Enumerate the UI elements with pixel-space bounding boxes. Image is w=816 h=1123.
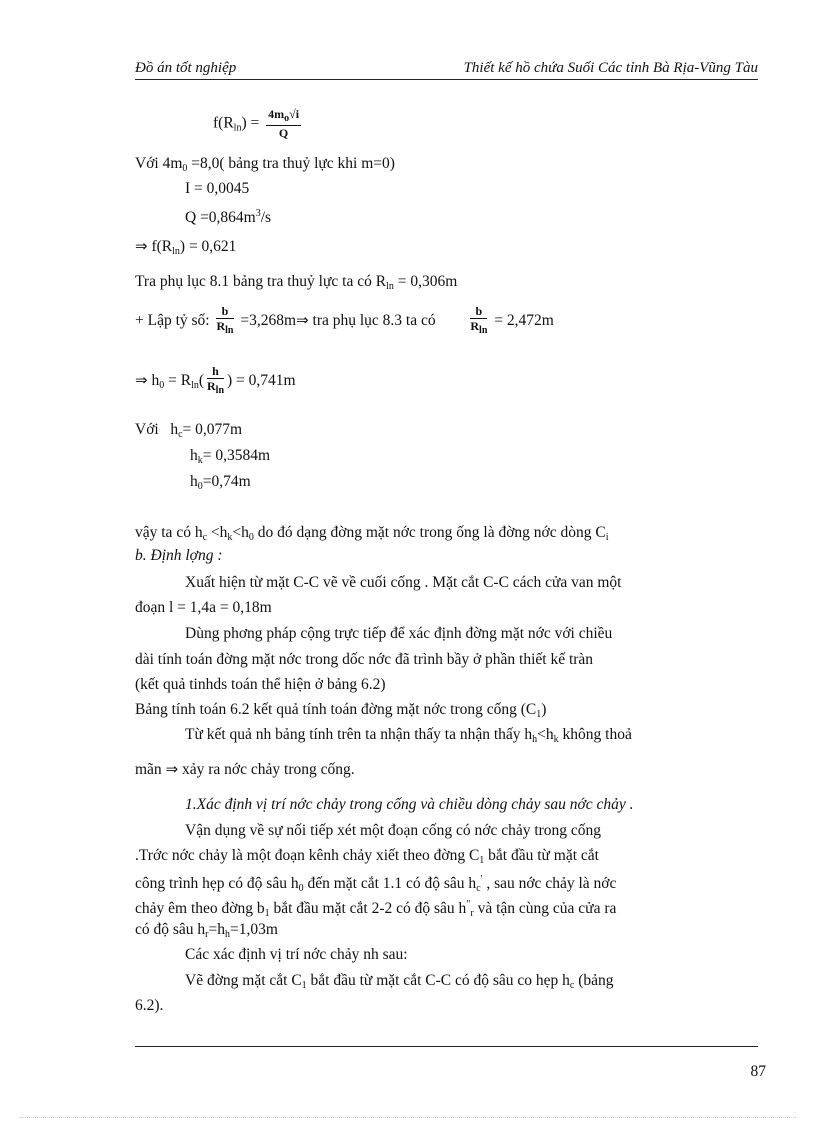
para-p19: 6.2). [135, 997, 164, 1014]
line-f-result: ⇒ $f(R_{ln}) = 0,621$ [135, 238, 237, 257]
formula-fraction: $\frac{4m_o√i}{Q}$ [268, 107, 300, 140]
para-conclusion: vậy ta có $h_c <h_k<h_0$ do đó dạng đờng mặt nớc trong ống là đờng nớc dòng $C_i$ [135, 524, 609, 543]
para-p5: Dùng phơng pháp cộng trực tiếp để xác định đờng mặt nớc với chiều [185, 625, 613, 642]
formula-f-rln: $f(R_{ln})$ = $\frac{4m_o√i}{Q}$ [213, 107, 300, 140]
line-ratio: + Lập tỷ số: $\frac{b}{R_{ln}}$ =3,268m⇒ tra phụ lục 8.3 ta có $\frac{b}{R_{ln}}$ = 2,472m [135, 304, 554, 336]
implies-icon: ⇒ [135, 239, 148, 255]
page-number: 87 [750, 1063, 766, 1080]
line-i: I = 0,0045 [185, 180, 250, 197]
para-p16: có độ sâu $h_r=h_h=1,03m$ [135, 921, 278, 940]
para-p9: Từ kết quả nh bảng tính trên ta nhận thấy ta nhận thấy $h_h<h_k$ không thoả [185, 726, 632, 745]
para-p13: .Trớc nớc chảy là một đoạn kênh chảy xiết theo đờng $C_1$ bắt đầu từ mặt cắt [135, 847, 599, 866]
header-rule [135, 79, 758, 80]
para-p8: Bảng tính toán 6.2 kết quả tính toán đờng mặt nớc trong cống $(C_1)$ [135, 701, 547, 720]
header-left: Đồ án tốt nghiệp [135, 60, 237, 76]
ratio-fraction-1: $\frac{b}{R_{ln}}$ [216, 304, 234, 336]
line-h0-value: $h_0=0,74m$ [190, 473, 251, 492]
line-rln: Tra phụ lục 8.1 bảng tra thuỷ lực ta có $R_{ln} = 0,306m$ [135, 273, 458, 292]
implies-icon: ⇒ [296, 313, 309, 330]
para-p18: Vẽ đờng mặt cắt $C_1$ bắt đầu từ mặt cắt C-C có độ sâu co hẹp $h_c$ (bảng [185, 972, 614, 991]
line-4m0: Với $4m_0 =8,0$( bảng tra thuỷ lực khi m=0) [135, 155, 395, 174]
para-p6: dài tính toán đờng mặt nớc trong dốc nớc đã trình bầy ở phần thiết kế tràn [135, 651, 594, 668]
ratio-fraction-2: $\frac{b}{R_{ln}}$ [470, 304, 488, 336]
line-hc: Với $h_c= 0,077m$ [135, 421, 243, 440]
para-p14: công trình hẹp có độ sâu $h_0$ đến mặt cắt 1.1 có độ sâu $h_c'$ , sau nớc chảy là nớc [135, 874, 617, 894]
line-q: $Q =0,864m^3/s$ [185, 208, 272, 226]
subsection-heading: 1.Xác định vị trí nớc chảy trong cống và chiều dòng chảy sau nớc chảy . [185, 796, 634, 813]
para-p10: mãn ⇒ xảy ra nớc chảy trong cống. [135, 761, 355, 778]
implies-icon: ⇒ [135, 373, 148, 390]
para-p3: Xuất hiện từ mặt C-C vẽ về cuối cống . Mặt cắt C-C cách cửa van một [185, 574, 622, 591]
bottom-dotted-border [20, 1117, 796, 1119]
section-b-heading: b. Định lợng : [135, 547, 223, 564]
line-h0: ⇒ $h_0 = R_{ln}$( $\frac{h}{R_{ln}}$ ) = 0,741m [135, 364, 296, 396]
para-p15: chảy êm theo đờng $b_1$ bắt đầu mặt cắt 2-2 có độ sâu $h^"_r$ và tận cùng của cửa ra [135, 899, 617, 919]
implies-icon: ⇒ [165, 762, 179, 778]
para-p7: (kết quả tinhds toán thể hiện ở bảng 6.2) [135, 676, 386, 693]
h-fraction: $\frac{h}{R_{ln}}$ [207, 364, 225, 396]
line-hk: $h_k= 0,3584m$ [190, 447, 271, 466]
footer-rule [135, 1046, 758, 1047]
para-p17: Các xác định vị trí nớc chảy nh sau: [185, 946, 408, 963]
para-p12: Vận dụng về sự nối tiếp xét một đoạn cống có nớc chảy trong cống [185, 822, 602, 839]
header-right: Thiết kế hồ chứa Suối Các tỉnh Bà Rịa-Vũng Tàu [463, 60, 758, 76]
para-p4: đoạn l = 1,4a = 0,18m [135, 599, 272, 616]
